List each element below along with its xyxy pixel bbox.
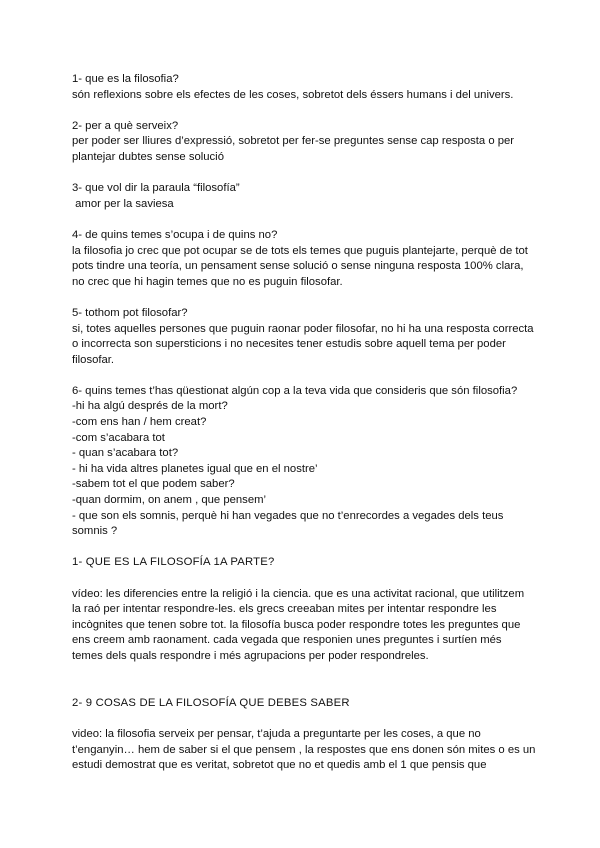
question-3: 3- que vol dir la paraula “filosofía” <box>72 182 240 195</box>
answer-5-line: filosofar. <box>72 353 115 366</box>
list-item: -quan dormim, on anem , que pensem’ <box>72 494 267 507</box>
answer-4-line: la filosofia jo crec que pot ocupar se de tots els temes que puguis plantejarte, perquè de tot <box>72 244 528 257</box>
qa-block-1 <box>72 72 538 103</box>
list-item: somnis ? <box>72 525 118 538</box>
section-1-line: vídeo: les diferencies entre la religió i la ciencia. que es una activitat racional, que utilitzem <box>72 587 525 600</box>
document-page <box>72 72 538 789</box>
question-4: 4- de quins temes s’ocupa i de quins no? <box>72 228 278 241</box>
answer-2-line: per poder ser lliures d’expressió, sobretot per fer-se preguntes sense cap resposta o per <box>72 135 515 148</box>
question-2: 2- per a què serveix? <box>72 119 179 132</box>
section-1-title: 1- QUE ES LA FILOSOFÍA 1A PARTE? <box>72 556 275 569</box>
section-1-line: la raó per intentar respondre-les. els grecs creeaban mites per intentar respondre les <box>72 603 497 616</box>
question-6-list <box>72 399 538 539</box>
answer-2-line: plantejar dubtes sense solució <box>72 150 224 163</box>
list-item: -com s’acabara tot <box>72 431 165 444</box>
answer-5-line: si, totes aquelles persones que puguin raonar poder filosofar, no hi ha una resposta correcta <box>72 322 534 335</box>
answer-3-line: amor per la saviesa <box>72 197 174 210</box>
qa-block-2 <box>72 119 538 166</box>
section-2-title: 2- 9 COSAS DE LA FILOSOFÍA QUE DEBES SABER <box>72 696 350 709</box>
answer-4-line: no crec que hi hagin temes que no es puguin filosofar. <box>72 275 343 288</box>
question-5: 5- tothom pot filosofar? <box>72 306 188 319</box>
qa-block-6 <box>72 384 538 540</box>
list-item: - hi ha vida altres planetes igual que en el nostre’ <box>72 462 318 475</box>
section-2-body <box>72 727 538 774</box>
qa-block-5 <box>72 306 538 368</box>
question-6: 6- quins temes t’has qüestionat algún cop a la teva vida que consideris que són filosofia? <box>72 384 518 397</box>
section-1-line: incògnites que tenen sobre tot. la filosofía busca poder respondre totes les preguntes que <box>72 618 521 631</box>
section-2-line: estudi demostrat que es veritat, sobretot que no et quedis amb el 1 que pensis que <box>72 759 487 772</box>
section-2-line: video: la filosofia serveix per pensar, t’ajuda a preguntarte per les coses, a que no <box>72 727 481 740</box>
question-1: 1- que es la filosofia? <box>72 73 179 85</box>
list-item: - que son els somnis, perquè hi han vegades que no t’enrecordes a vegades dels teus <box>72 509 504 522</box>
section-1-body <box>72 587 538 665</box>
section-1-line: ens creem amb raonament. cada vegada que responien unes preguntes i surtíen més <box>72 634 502 647</box>
spacer <box>72 680 538 696</box>
list-item: -hi ha algú després de la mort? <box>72 400 228 413</box>
answer-4-line: pots tindre una teoría, un pensament sense solució o sense ninguna resposta 100% clara, <box>72 260 524 273</box>
list-item: -com ens han / hem creat? <box>72 416 207 429</box>
section-1-line: temes dels quals respondre i més agrupacions per poder respondreles. <box>72 649 429 662</box>
qa-block-4 <box>72 228 538 290</box>
section-2-line: t’enganyin… hem de saber si el que pensem , la respostes que ens donen són mites o es un <box>72 743 536 756</box>
answer-1-line: són reflexions sobre els efectes de les coses, sobretot dels éssers humans i del univers. <box>72 88 514 101</box>
qa-block-3 <box>72 181 538 212</box>
list-item: -sabem tot el que podem saber? <box>72 478 235 491</box>
answer-5-line: o incorrecta son supersticions i no necesites tener estudis sobre aquell tema per poder <box>72 338 506 351</box>
list-item: - quan s’acabara tot? <box>72 447 179 460</box>
